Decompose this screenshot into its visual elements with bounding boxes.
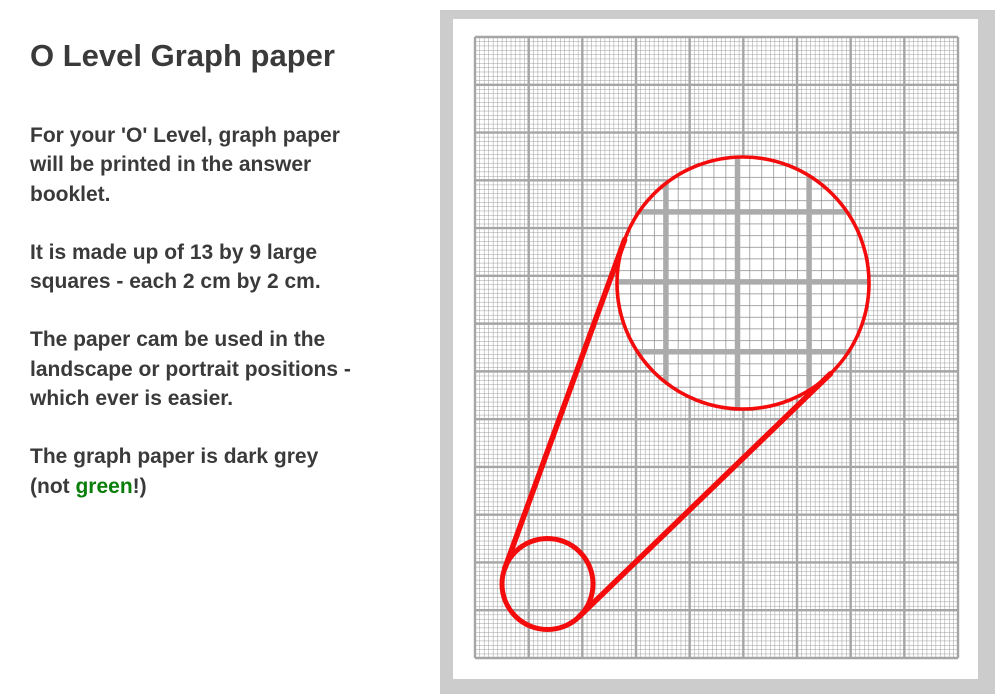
graph-grid-svg — [475, 37, 958, 658]
text-line — [30, 472, 430, 501]
text-line: The paper cam be used in the — [30, 328, 326, 352]
graph-paper-page — [453, 19, 978, 679]
text-line: which ever is easier. — [30, 387, 234, 411]
text-line: For your 'O' Level, graph paper — [30, 124, 340, 147]
text-line: will be printed in the answer — [30, 153, 312, 177]
text-line: booklet. — [30, 182, 111, 206]
page-title: O Level Graph paper — [30, 38, 335, 73]
intro-paragraph-4 — [30, 442, 430, 501]
text-segment: (not — [30, 474, 76, 498]
text-line: The graph paper is dark grey — [30, 445, 319, 469]
text-line: squares - each 2 cm by 2 cm. — [30, 270, 321, 294]
graph-paper-figure — [440, 10, 995, 694]
intro-panel — [30, 40, 430, 530]
intro-paragraph-1 — [30, 121, 430, 209]
text-line: It is made up of 13 by 9 large — [30, 240, 318, 264]
intro-paragraph-2 — [30, 238, 430, 297]
text-segment: !) — [132, 474, 147, 498]
green-word: green — [75, 474, 133, 498]
text-line: landscape or portrait positions - — [30, 357, 351, 381]
intro-paragraph-3 — [30, 325, 430, 413]
